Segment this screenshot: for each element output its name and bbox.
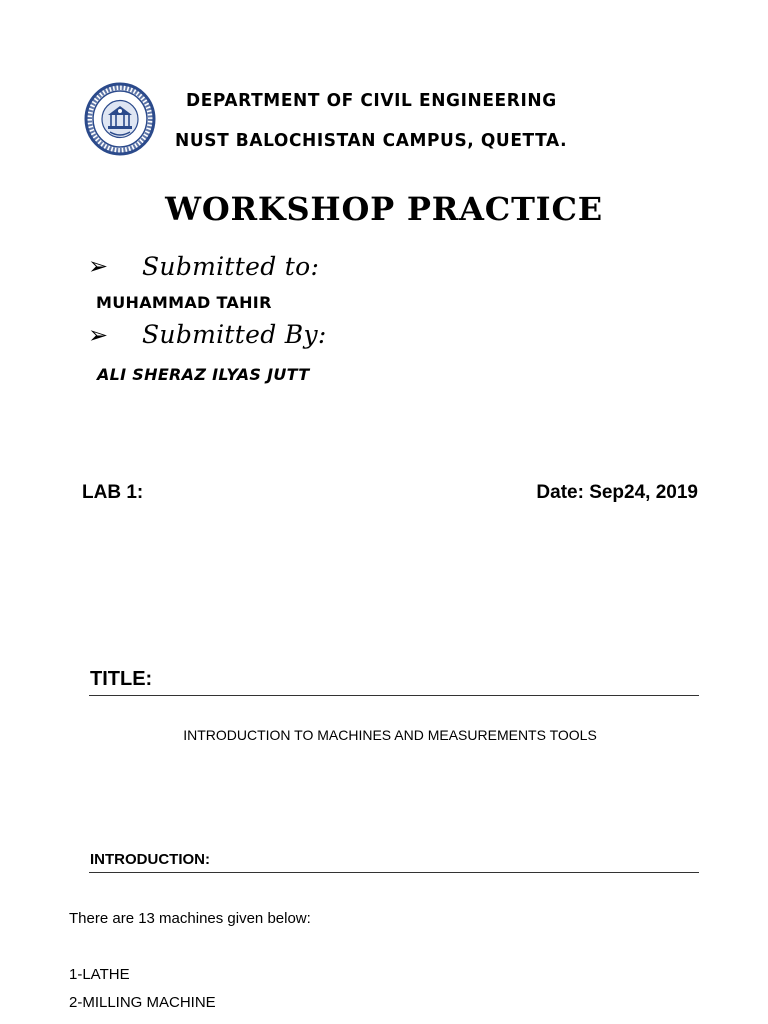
list-item: 1-LATHE xyxy=(69,966,130,983)
university-seal-icon xyxy=(84,82,156,156)
submitted-by-label: Submitted By: xyxy=(142,320,327,349)
document-title: WORKSHOP PRACTICE xyxy=(165,190,603,228)
title-divider xyxy=(89,695,699,696)
department-heading: DEPARTMENT OF CIVIL ENGINEERING xyxy=(186,90,557,112)
introduction-heading: INTRODUCTION: xyxy=(90,851,210,868)
lab-date: Date: Sep24, 2019 xyxy=(536,482,698,503)
submitted-to-label: Submitted to: xyxy=(142,252,320,281)
campus-heading: NUST BALOCHISTAN CAMPUS, QUETTA. xyxy=(175,130,568,152)
introduction-text: There are 13 machines given below: xyxy=(69,910,311,927)
arrow-bullet-icon: ➢ xyxy=(88,252,109,280)
title-text: INTRODUCTION TO MACHINES AND MEASUREMENTS TOOLS xyxy=(183,727,597,743)
title-heading: TITLE: xyxy=(90,668,153,690)
submitted-by-name: ALI SHERAZ ILYAS JUTT xyxy=(97,365,310,384)
introduction-divider xyxy=(89,872,699,873)
submitted-to-name: MUHAMMAD TAHIR xyxy=(96,293,272,312)
lab-number: LAB 1: xyxy=(82,482,144,503)
arrow-bullet-icon: ➢ xyxy=(88,321,109,349)
list-item: 2-MILLING MACHINE xyxy=(69,994,216,1011)
